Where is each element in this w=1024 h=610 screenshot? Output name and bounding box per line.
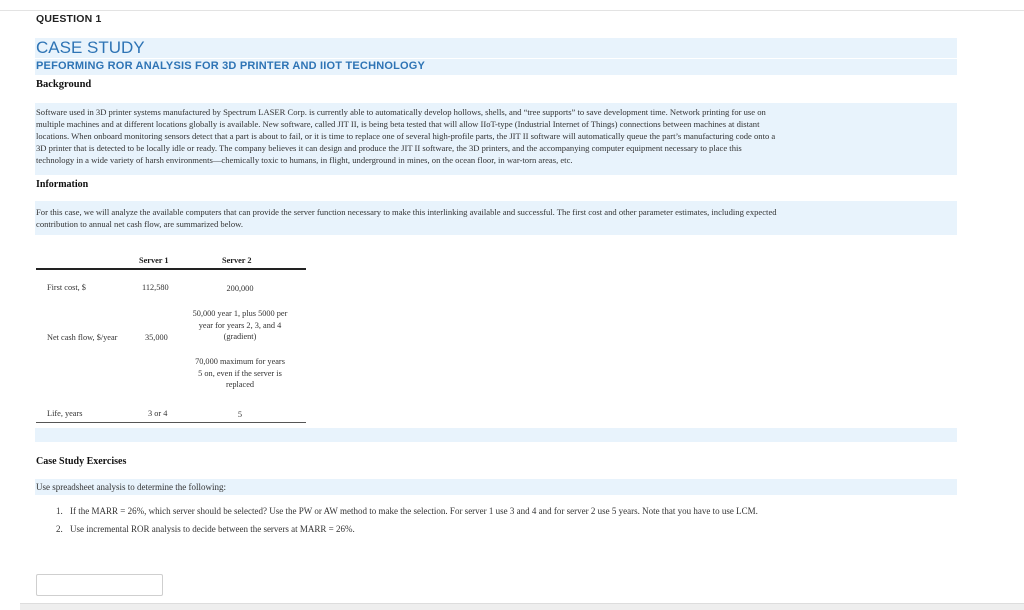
background-heading: Background xyxy=(36,79,92,90)
information-heading: Information xyxy=(36,179,89,190)
net-cash-text-line: 70,000 maximum for years xyxy=(195,357,285,366)
header-server-2: Server 2 xyxy=(222,256,252,265)
information-line: contribution to annual net cash flow, are summarized below. xyxy=(36,219,243,229)
exercises-instruction: Use spreadsheet analysis to determine the following: xyxy=(36,482,226,492)
row-label-first-cost: First cost, $ xyxy=(47,283,86,292)
header-server-1: Server 1 xyxy=(139,256,169,265)
exercise-text: If the MARR = 26%, which server should be selected? Use the PW or AW method to make the selection. For server 1 use 3 and 4 and for server 2 use 5 years. Note that you have to use LCM. xyxy=(70,506,758,516)
cell-net-cash-server-1: 35,000 xyxy=(145,333,168,342)
net-cash-text-line: 50,000 year 1, plus 5000 per xyxy=(192,309,288,318)
table-footer-band xyxy=(35,428,957,442)
background-line: locations. When onboard monitoring sensors detect that a part is about to fail, or it is time to replace one of several high-profile parts, the JIT II software will automatically queue the part’s manufacturing code onto a xyxy=(36,131,776,141)
case-title: CASE STUDY xyxy=(36,38,145,57)
cell-life-server-1: 3 or 4 xyxy=(148,409,168,418)
table-top-rule xyxy=(36,268,306,270)
background-line: multiple machines and at different locations globally is available. New software, called JIT II, is being beta tested that will allow IIoT-type (Industrial Internet of Things) connections between machines at distant xyxy=(36,119,760,129)
exercises-heading: Case Study Exercises xyxy=(36,456,127,467)
title-band xyxy=(35,38,957,58)
net-cash-text-line: (gradient) xyxy=(223,332,257,341)
cell-net-cash-server-2-maximum xyxy=(180,356,300,391)
cell-net-cash-server-2-gradient xyxy=(180,308,300,343)
information-paragraph xyxy=(36,206,956,230)
case-subtitle: PEFORMING ROR ANALYSIS FOR 3D PRINTER AND IIOT TECHNOLOGY xyxy=(36,60,426,72)
exercise-number: 2. xyxy=(56,524,63,534)
row-label-life: Life, years xyxy=(47,409,83,418)
question-label: QUESTION 1 xyxy=(36,13,102,25)
background-line: technology in a wide variety of harsh environments—chemically toxic to humans, in flight, underground in mines, on the ocean floor, in war-torn areas, etc. xyxy=(36,155,573,165)
exercise-text: Use incremental ROR analysis to decide between the servers at MARR = 26%. xyxy=(70,524,355,534)
exercise-number: 1. xyxy=(56,506,63,516)
cell-first-cost-server-2: 200,000 xyxy=(226,284,254,293)
cell-life-server-2: 5 xyxy=(237,410,243,419)
net-cash-text-line: year for years 2, 3, and 4 xyxy=(198,320,282,330)
exercise-item xyxy=(56,524,355,534)
cell-first-cost-server-1: 112,580 xyxy=(142,283,169,292)
background-line: 3D printer that is detected to be locally idle or ready. The company believes it can design and produce the JIT II software, the 3D printers, and the accompanying computer equipment necessary to place this xyxy=(36,143,742,153)
background-paragraph xyxy=(36,106,956,166)
answer-input[interactable] xyxy=(36,574,163,596)
information-line: For this case, we will analyze the available computers that can provide the server function necessary to make this interlinking available and successful. The first cost and other parameter estimates, including expected xyxy=(36,207,777,217)
exercise-item xyxy=(56,506,758,516)
net-cash-text-line: 5 on, even if the server is xyxy=(198,368,282,378)
background-line: Software used in 3D printer systems manufactured by Spectrum LASER Corp. is currently able to automatically develop hollows, shells, and “tree supports” to save development time. Network printing for use on xyxy=(36,107,766,117)
net-cash-text-line: replaced xyxy=(225,380,255,389)
row-label-net-cash: Net cash flow, $/year xyxy=(47,333,118,342)
top-divider xyxy=(0,10,1024,11)
table-bottom-rule xyxy=(36,422,306,423)
